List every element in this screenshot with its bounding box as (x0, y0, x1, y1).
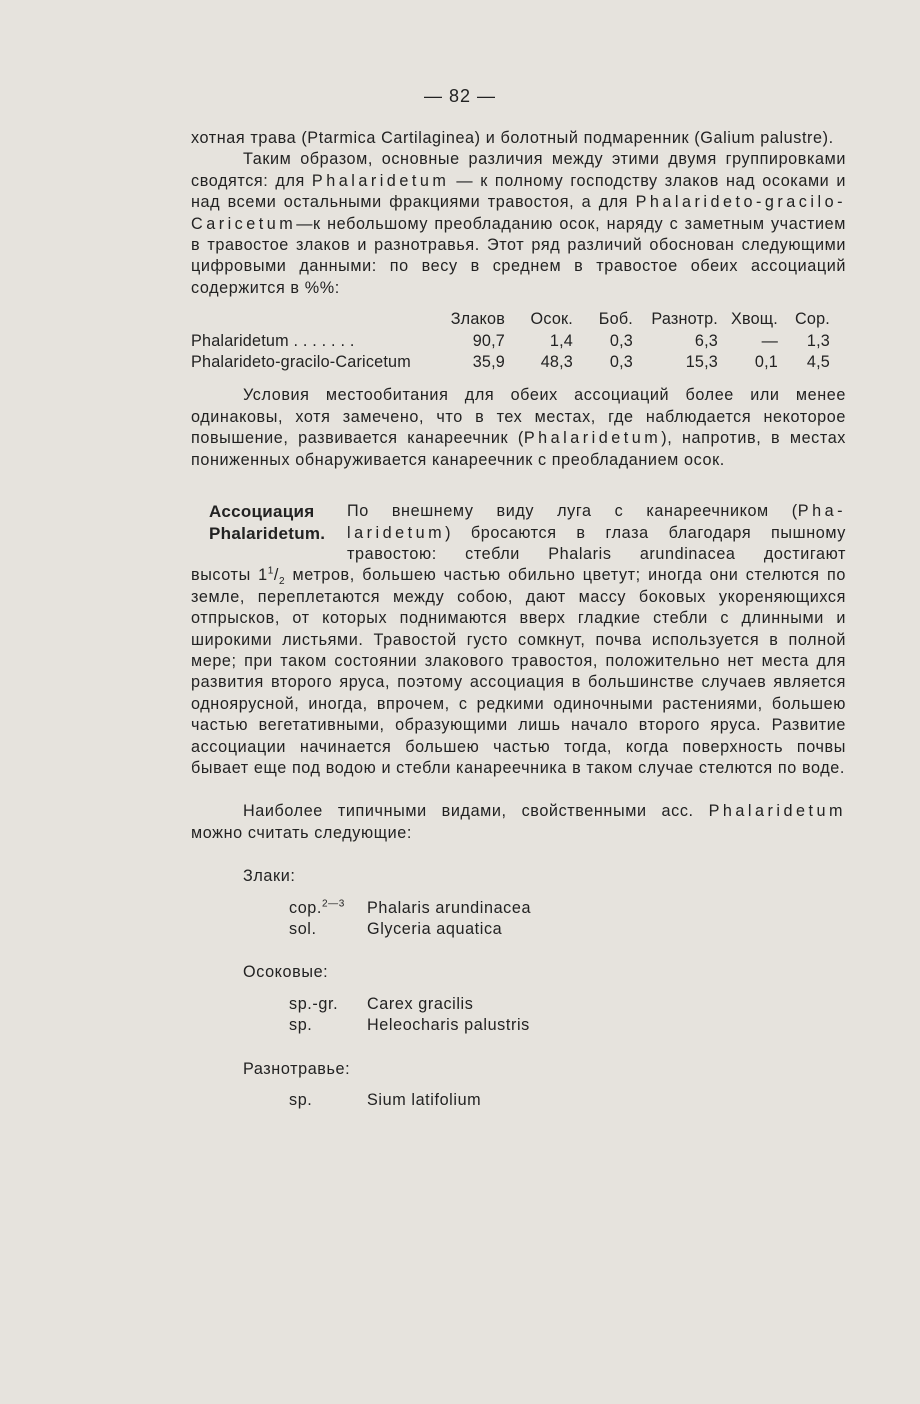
section-line-3: травостою: стебли Phalaris arundinacea достигают (347, 544, 846, 563)
section-line-2-text: ) бросаются в глаза благодаря пышному (445, 523, 846, 542)
species-name: Heleocharis palustris (367, 1016, 530, 1035)
section-body-text-a: высоты 1 (191, 566, 268, 585)
table-header-cell (191, 309, 449, 330)
abundance-abbr: sol. (289, 920, 317, 938)
table-cell: 0,3 (609, 331, 633, 350)
species-group (243, 866, 846, 940)
paragraph-3 (191, 385, 846, 471)
section-line-2-term: laridetum (347, 523, 446, 542)
section-lead-lines (347, 501, 846, 565)
table-header-cell: Боб. (598, 310, 633, 329)
paragraph-4-text-c: можно считать следующие: (191, 823, 412, 842)
fraction-numerator: 1 (267, 565, 274, 577)
section-body-text-b: метров, большею частью обильно цветут; иногда они стелются по земле, переплетаются между собою, дают массу боковых укореняющихся отпрысков, от которых поднимаются вверх гладкие стебли с длинными и широкими листьями. Травостой густо сомкнут, почва используется в полной мере; при таком состоянии злакового травостоя, положительно нет места для развития второго яруса, поэтому ассоциация в большинстве случаев является одноярусной, иногда, впрочем, с редкими одиночными растениями, большею частью вегетативными, образующими лишь начало второго яруса. Развитие ассоциации начинается большею частью тогда, когда поверхность почвы бывает еще под водою и стебли канареечника в таком случае стелются по воде. (191, 566, 846, 777)
species-group-title: Осоковые: (243, 963, 329, 982)
association-section (191, 501, 846, 779)
paragraph-2-spaced-term-2: Phalarideto-gracilo-Caricetum (191, 193, 846, 233)
paragraph-3-text-a: Условия местообитания для обеих ассоциаций более или менее одинаковы, хотя замечено, что в тех местах, где наблюдается некоторое повышение, развивается канареечник ( (191, 386, 846, 448)
species-group-title: Разнотравье: (243, 1059, 351, 1078)
species-name: Sium latifolium (367, 1091, 482, 1110)
section-body: высоты $1^1/_2$ метров, большею частью обильно цветут; иногда они стелются по земле, переплетаются между собою, дают массу боковых укореняющихся отпрысков, от которых поднимаются вверх гладкие стебли с длинными и широкими листьями. Травостой густо сомкнут, почва используется в полной мере; при таком состоянии злакового травостоя, положительно нет места для развития второго яруса, поэтому ассоциация в большинстве случаев является одноярусной, иногда, впрочем, с редкими одиночными растениями, большею частью вегетативными, образующими лишь начало второго яруса. Развитие ассоциации начинается большею частью тогда, когда поверхность почвы бывает еще под водою и стебли канареечника в таком случае стелются по воде. (191, 565, 846, 777)
section-line-1 (347, 501, 846, 522)
abundance-sup: 2—3 (322, 898, 345, 910)
table-header-row (191, 309, 830, 330)
species-row (289, 994, 846, 1015)
table-cell: 90,7 (472, 331, 505, 350)
species-name: Phalaris arundinacea (367, 898, 532, 917)
abundance-abbr: sp. (289, 1091, 313, 1110)
paragraph-4 (191, 801, 846, 844)
table-header-cell: Злаков (450, 310, 505, 329)
fraction-denominator: 2 (279, 576, 286, 588)
page-body (191, 128, 846, 1111)
page-number: — 82 — (423, 86, 497, 106)
species-group (243, 962, 846, 1036)
species-list (191, 866, 846, 1111)
table-cell: 0,3 (609, 353, 633, 372)
table-cell: 15,3 (685, 353, 718, 372)
paragraph-1: хотная трава (Ptarmica Cartilaginea) и болотный подмаренник (Galium palustre). (191, 129, 834, 147)
table-header-cell: Осок. (530, 310, 573, 329)
species-group-title: Злаки: (243, 867, 296, 886)
table-header-cell: Разнотр. (651, 310, 718, 329)
paragraph-3-text-c: ), напротив, в местах пониженных обнаруживается канареечник с преобладанием осок. (191, 429, 847, 469)
table-cell: 0,1 (754, 353, 778, 372)
table-cell: 4,5 (806, 353, 830, 372)
abundance-label (289, 898, 367, 919)
composition-table (191, 309, 830, 373)
section-heading-line-1: Ассоциация (209, 502, 315, 522)
table-cell: 35,9 (472, 353, 505, 372)
paragraph-2-text-e: —к небольшому преобладанию осок, наряду с заметным участием в травостое злаков и разнотравья. Этот ряд различий обоснован следующими цифровыми данными: по весу в среднем в травостое обеих ассоциаций содержится в %%: (191, 214, 846, 297)
paragraph-3-spaced-term: Phalaridetum (523, 429, 662, 448)
table-cell: — (761, 331, 778, 350)
paragraph-4-spaced-term: Phalaridetum (708, 802, 846, 821)
paragraph-2 (191, 149, 846, 299)
species-name: Glyceria aquatica (367, 920, 503, 938)
section-heading (209, 501, 369, 565)
paragraph-2-text-c: — к полному господству злаков над осоками и над всеми остальными фракциями травостоя, а для (191, 171, 847, 212)
species-row (289, 898, 846, 919)
section-line-1-term: Pha- (797, 502, 846, 521)
table-cell: Phalaridetum . . . . . . . (191, 331, 355, 350)
species-row (289, 919, 846, 940)
abundance-abbr: sp. (289, 1016, 313, 1035)
table-header-cell: Хвощ. (730, 310, 778, 329)
paragraph-4-text-a: Наиболее типичными видами, свойственными асс. (243, 802, 709, 821)
table-cell: Phalarideto-gracilo-Caricetum (191, 353, 411, 372)
abundance-abbr: cop. (289, 898, 322, 917)
section-line-1-text: По внешнему виду луга с канареечником ( (347, 502, 798, 521)
paragraph-2-spaced-term-1: Phalaridetum (311, 171, 450, 190)
section-line-2 (347, 523, 846, 544)
species-row (289, 1090, 846, 1111)
table-header-cell: Сор. (795, 310, 830, 329)
species-group (243, 1059, 846, 1112)
species-name: Carex gracilis (367, 994, 474, 1013)
table-cell: 48,3 (540, 353, 573, 372)
table-cell: 1,4 (549, 331, 573, 350)
section-heading-line-2: Phalaridetum. (209, 523, 326, 543)
table-cell: 6,3 (694, 331, 718, 350)
table-row (191, 352, 830, 373)
table-row (191, 331, 830, 352)
paragraph-2-text-a: Таким образом, основные различия между этими двумя группировками сводятся: для (191, 150, 846, 190)
table-cell: 1,3 (806, 331, 830, 350)
abundance-abbr: sp.-gr. (289, 994, 339, 1013)
species-row (289, 1015, 846, 1036)
association-lead-block (191, 501, 846, 565)
